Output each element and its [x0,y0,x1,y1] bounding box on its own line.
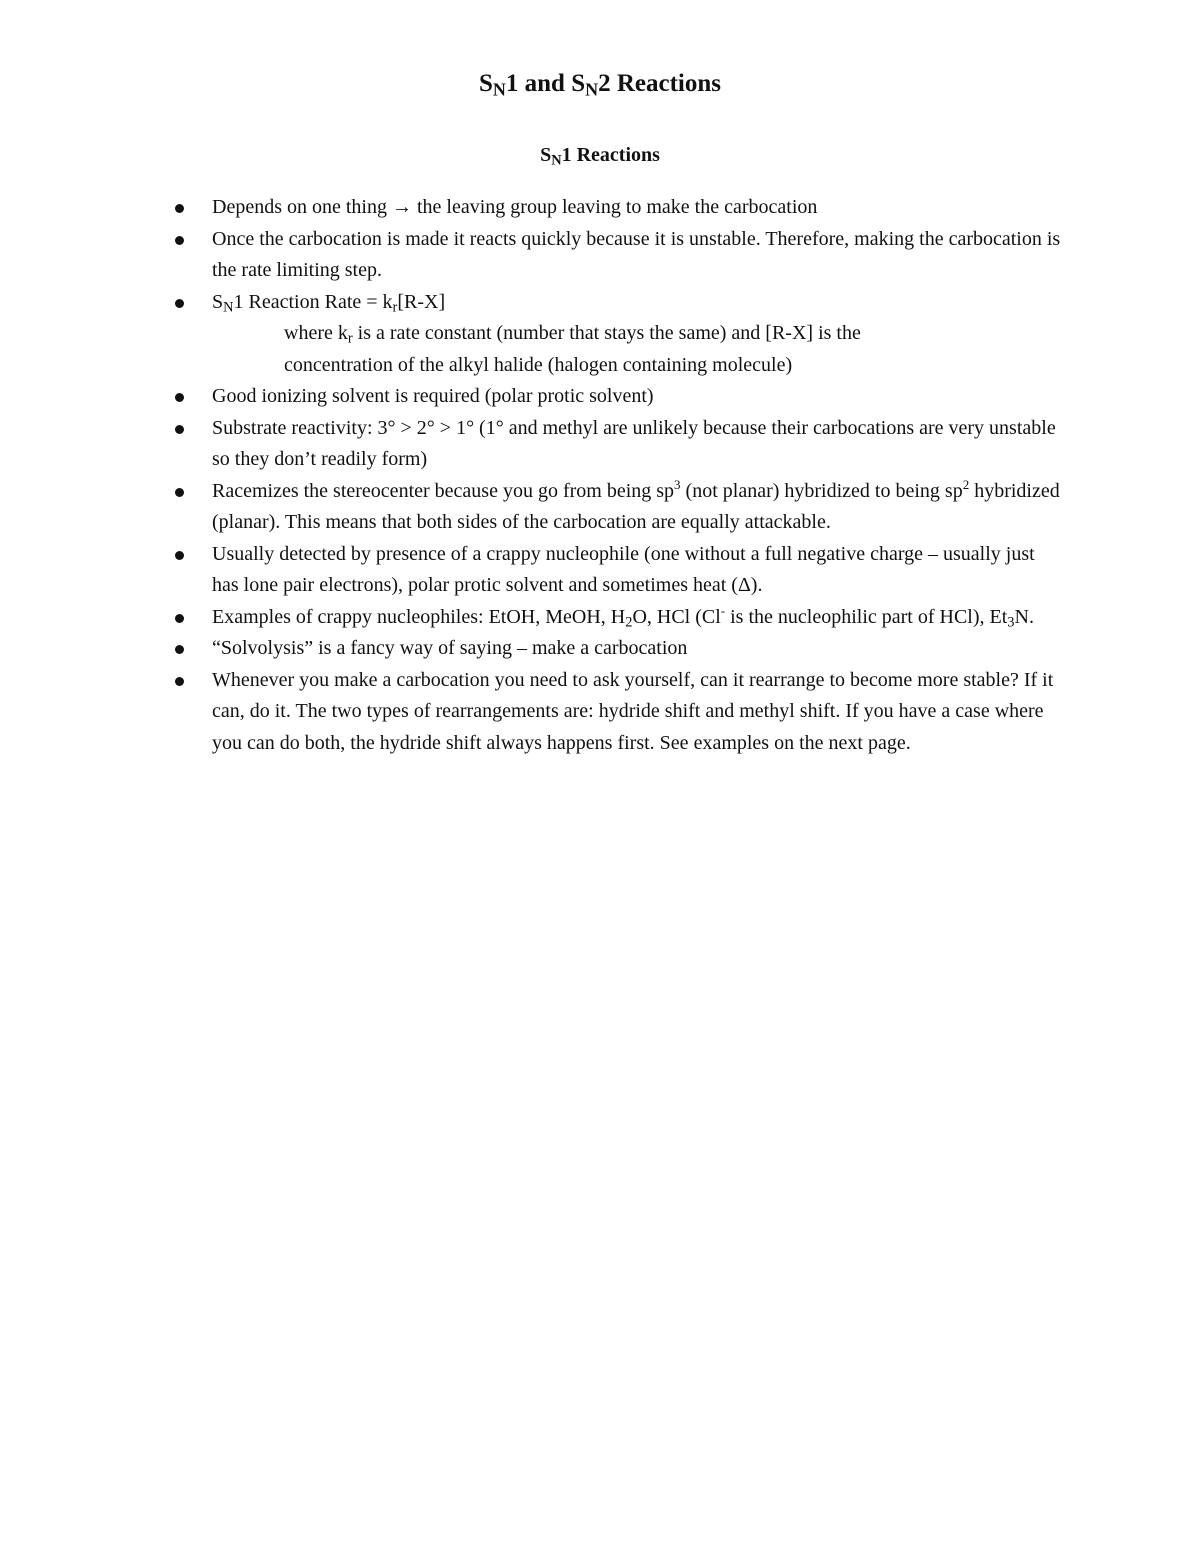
item-text-c: hybridized (planar). This means that both sides of the carbocation are equally attackable. [212,479,1060,533]
item-text-c: is the nucleophilic part of HCl), Et [725,605,1008,628]
item-text-b: O, HCl (Cl [632,605,721,628]
title-n1: N [492,79,506,100]
where-rest: is a rate constant (number that stays the same) and [R-X] is the [352,322,861,344]
where-text: where k [284,322,348,344]
list-item [164,633,1064,665]
subtitle-n: N [551,152,562,169]
bullet-list [164,192,1064,759]
rate-r: r [392,299,398,316]
title-s2: S [571,70,586,97]
list-item [164,539,1064,602]
title-n2: N [585,79,599,100]
subtitle-s: S [540,144,552,166]
item-text-a: Examples of crappy nucleophiles: EtOH, MeOH, H [212,605,626,628]
bullet-icon [175,677,184,686]
rate-n: N [223,299,234,316]
item-text-d: N. [1014,605,1034,628]
list-item [164,381,1064,413]
bullet-icon [175,425,184,434]
item-text: “Solvolysis” is a fancy way of saying – make a carbocation [212,637,688,659]
title-r1: 1 and [505,70,572,97]
title-s1: S [478,70,493,97]
superscript: - [720,602,726,618]
bullet-icon [175,393,184,402]
bullet-icon [175,204,184,213]
item-text: Substrate reactivity: 3° > 2° > 1° (1° and methyl are unlikely because their carbocations are very unstable so they don’t readily form) [212,416,1056,470]
title-r2: 2 Reactions [598,70,722,97]
item-text: Whenever you make a carbocation you need to ask yourself, can it rearrange to become more stable? If it can, do it. The two types of rearrangements are: hydride shift and methyl shift. If you have a case where you can do both, the hydride shift always happens first. See examples on the next page. [212,668,1054,754]
bullet-icon [175,645,184,654]
subtitle-rest: 1 Reactions [561,144,660,166]
item-text-a: Depends on one thing [212,196,392,218]
list-item [164,224,1064,287]
rate-rx: [R-X] [397,290,446,313]
bullet-icon [175,488,184,497]
item-text: Once the carbocation is made it reacts quickly because it is unstable. Therefore, making the carbocation is the rate limiting step. [212,227,1061,281]
right-arrow-icon: → [391,196,412,218]
bullet-icon [175,236,184,245]
list-item [164,287,1064,382]
item-text: Usually detected by presence of a crappy nucleophile (one without a full negative charge – usually just has lone pair electrons), polar protic solvent and sometimes heat (Δ). [212,542,1035,596]
item-text-b: (not planar) hybridized to being sp [680,479,963,502]
rate-explanation [212,318,1064,381]
list-item [164,476,1064,539]
where-line3: concentration of the alkyl halide (halogen containing molecule) [284,353,793,376]
list-item [164,413,1064,476]
rate-text: 1 Reaction Rate = k [233,290,393,313]
page-title [0,70,1200,98]
bullet-icon [175,614,184,623]
section-heading [0,144,1200,167]
list-item [164,602,1064,634]
where-r: r [347,330,353,347]
item-text-a: Racemizes the stereocenter because you go from being sp [212,479,675,502]
list-item [164,192,1064,224]
rate-s: S [212,290,224,313]
superscript: 2 [962,476,970,492]
subscript: 3 [1007,614,1015,631]
item-text: Good ionizing solvent is required (polar protic solvent) [212,385,654,407]
bullet-icon [175,299,184,308]
bullet-icon [175,551,184,560]
subscript: 2 [625,614,633,631]
list-item [164,665,1064,760]
superscript: 3 [674,476,681,492]
item-text-b: the leaving group leaving to make the carbocation [411,196,818,218]
